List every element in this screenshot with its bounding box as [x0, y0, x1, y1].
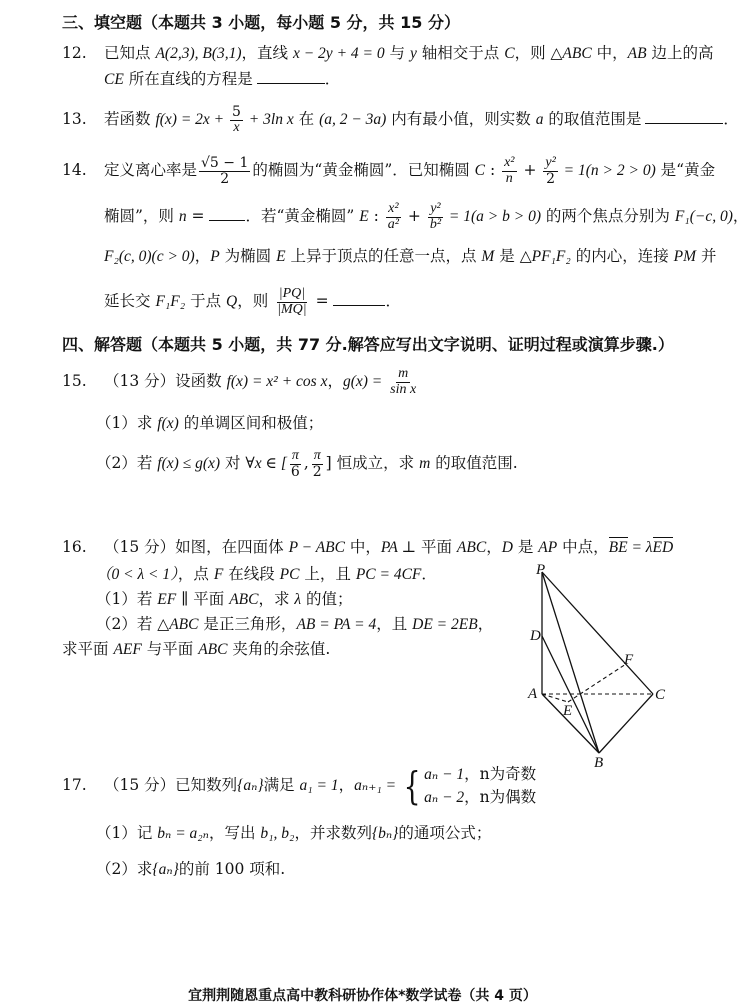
text: ]: [325, 454, 332, 472]
question-16-line-1: [62, 536, 673, 559]
text: 中，: [591, 44, 628, 62]
text: （1）若: [96, 590, 158, 608]
math: g(x) =: [342, 373, 387, 390]
text: ，: [194, 247, 211, 265]
text: 是: [512, 538, 539, 556]
label-c: C: [655, 687, 666, 703]
fraction-numerator: |PQ|: [278, 285, 306, 301]
question-15-part-1: [96, 412, 323, 435]
math: P: [210, 248, 220, 265]
label-f: F: [624, 652, 634, 668]
vector-be: BE: [609, 537, 628, 559]
math: = 1(n > 2 > 0): [559, 162, 656, 179]
vector-ed: ED: [653, 537, 674, 559]
math: E: [359, 208, 369, 225]
page-footer: 宜荆荆随恩重点高中教科研协作体*数学试卷（共 4 页）: [188, 988, 537, 1004]
text: 定义离心率是: [104, 161, 198, 179]
text: ，写出: [208, 824, 261, 842]
edge-cb: [599, 694, 653, 753]
math: PA ⊥: [380, 539, 417, 556]
question-12-line-1: [62, 42, 714, 65]
math: △PF₁F₂: [519, 248, 571, 265]
math: △ABC: [157, 616, 199, 633]
question-number: 12.: [62, 44, 87, 62]
text: 与平面: [141, 640, 199, 658]
text: ，: [338, 776, 355, 794]
question-13: 13. 若函数 f(x) = 2x + $\frac{5}{x}$ + 3ln x 在 (a, 2 − 3a) 内有最小值，则实数 a 的取值范围是 ．: [62, 103, 739, 135]
math: PC = 4CF: [355, 566, 422, 583]
math: λ: [294, 591, 302, 608]
text: 延长交: [104, 292, 156, 310]
math: ∀x ∈ [: [245, 455, 287, 472]
edge-pb: [542, 572, 599, 753]
text: ，且: [376, 615, 413, 633]
math: F₁F₂: [155, 293, 186, 310]
math: D: [501, 539, 513, 556]
text: 夹角的余弦值.: [227, 640, 331, 658]
question-17-part-1: [96, 822, 491, 845]
math: = λ: [627, 539, 653, 556]
text: ，则: [514, 44, 551, 62]
text: =: [310, 292, 334, 310]
text: 是: [494, 247, 520, 265]
question-14-line-2: [104, 198, 748, 235]
fraction-numerator: 5: [232, 103, 241, 120]
text: 中点，: [557, 538, 609, 556]
fraction: [230, 105, 243, 135]
text: 的前: [178, 860, 215, 878]
text: ，n为奇数: [464, 765, 537, 783]
text: （1）求: [96, 414, 158, 432]
fraction: [388, 367, 418, 397]
fraction-denominator: 6: [290, 463, 300, 480]
text: 为椭圆: [219, 247, 277, 265]
question-number: 13.: [62, 110, 87, 128]
math: f(x): [157, 415, 179, 432]
text: 边上的高: [646, 44, 714, 62]
math: = 1(a > b > 0): [445, 208, 541, 225]
math: ABC: [456, 539, 487, 556]
left-brace: {: [403, 764, 421, 808]
text: 于点: [185, 292, 227, 310]
text: 100: [214, 860, 245, 878]
fraction-denominator: |MQ|: [277, 301, 307, 317]
text: ，求: [258, 590, 295, 608]
answer-blank[interactable]: [645, 109, 723, 124]
fraction-numerator: y²: [430, 200, 441, 216]
math: M: [481, 248, 495, 265]
answer-blank[interactable]: [209, 206, 245, 221]
math: ABC: [229, 591, 259, 608]
math: (a, 2 − 3a): [319, 111, 387, 128]
label-d: D: [530, 628, 541, 644]
question-number: 14.: [62, 161, 87, 179]
text: 内有最小值，则实数: [386, 110, 536, 128]
question-12-line-2: CE 所在直线的方程是 ．: [104, 70, 341, 88]
text: 的两个焦点分别为: [540, 207, 675, 225]
question-17-part-2: [96, 858, 285, 881]
text: ，: [732, 207, 748, 225]
math: {bₙ}: [371, 825, 399, 842]
text: 的单调区间和极值；: [178, 414, 324, 432]
fraction: [289, 449, 302, 479]
math: AB = PA = 4: [296, 616, 377, 633]
text: 所在直线的方程是: [123, 70, 253, 88]
math: f(x) ≤ g(x): [157, 455, 221, 472]
text: +: [402, 207, 426, 225]
fraction: [386, 202, 401, 232]
answer-blank[interactable]: [333, 291, 385, 306]
math: F₁(−c, 0): [674, 208, 733, 225]
question-16-part-2: [96, 613, 493, 636]
fraction-denominator: n: [505, 170, 513, 186]
fraction-numerator: m: [398, 365, 409, 381]
text: ．若“黄金椭圆”: [245, 207, 360, 225]
math: {aₙ}: [152, 861, 179, 878]
question-number: 15.: [62, 372, 87, 390]
case-even: [424, 786, 536, 809]
text: （2）求: [96, 860, 153, 878]
fraction: [543, 156, 557, 186]
math: + 3ln x: [244, 111, 294, 128]
section-3-title: 三、填空题（本题共 3 小题，每小题 5 分，共 15 分）: [62, 13, 460, 32]
fraction-denominator: 2: [312, 463, 322, 480]
text: ∥ 平面: [176, 590, 230, 608]
fraction-numerator: y²: [545, 154, 556, 170]
tetrahedron-figure: [520, 560, 680, 775]
fraction-denominator: 2: [220, 170, 230, 187]
text: 的取值范围是: [543, 110, 642, 128]
text: :: [368, 207, 384, 225]
question-14-line-1: [62, 152, 715, 189]
text: 上异于顶点的任意一点，点: [285, 247, 482, 265]
text: 的通项公式；: [398, 824, 492, 842]
question-16-part-1: [96, 588, 353, 611]
math: P − ABC: [288, 539, 345, 556]
text: 若函数: [104, 110, 156, 128]
math: F₂(c, 0)(c > 0): [104, 248, 195, 265]
fraction-denominator: 2: [546, 170, 556, 187]
text: ，并求数列: [294, 824, 372, 842]
question-15: [62, 364, 420, 399]
math: n: [178, 208, 187, 225]
text: （13 分）设函数: [104, 372, 227, 390]
math: {aₙ}: [237, 777, 264, 794]
math: m: [419, 455, 431, 472]
text: 对: [220, 454, 246, 472]
text: =: [186, 207, 210, 225]
math: Q: [226, 293, 238, 310]
piecewise-cases: [424, 763, 536, 809]
question-16-line-2: [96, 563, 437, 586]
text: 在线段: [223, 565, 280, 583]
text: ，直线: [241, 44, 293, 62]
label-a: A: [528, 686, 538, 702]
fraction: [311, 449, 324, 479]
math: f(x) = x² + cos x: [226, 373, 328, 390]
text: 项和.: [244, 860, 286, 878]
text: 求平面: [62, 640, 114, 658]
math: （0 < λ < 1）: [96, 566, 178, 583]
text: ，n为偶数: [464, 788, 537, 806]
fraction: [428, 202, 443, 232]
text: 的值；: [301, 590, 353, 608]
fraction: [275, 287, 308, 317]
text: 在: [293, 110, 320, 128]
text: :: [485, 161, 501, 179]
label-e: E: [563, 703, 573, 719]
fraction: [199, 156, 250, 186]
math: aₙ − 1: [424, 766, 465, 783]
question-14-line-4: 延长交 F₁F₂ 于点 Q，则 $\frac{|PQ|}{|MQ|}$ = ．: [104, 285, 401, 317]
math: AEF: [113, 641, 142, 658]
text: （1）记: [96, 824, 158, 842]
text: 的内心，连接: [570, 247, 674, 265]
text: 已知点: [104, 44, 156, 62]
text: 是正三角形，: [198, 615, 297, 633]
text: （2）若: [96, 615, 158, 633]
math: PC: [279, 566, 300, 583]
math: f(x) = 2x +: [155, 111, 228, 128]
fraction-numerator: π: [291, 447, 299, 463]
math: △ABC: [550, 45, 592, 62]
math: AP: [538, 539, 558, 556]
text: ，: [477, 615, 494, 633]
math: E: [276, 248, 286, 265]
math: ABC: [198, 641, 228, 658]
question-number: 16.: [62, 538, 87, 556]
text: 满足: [263, 776, 300, 794]
text: 恒成立，求: [331, 454, 420, 472]
fraction-denominator: x: [233, 119, 240, 135]
text: ，: [327, 372, 343, 390]
text: 是“黄金: [655, 161, 716, 179]
text: 与: [384, 44, 410, 62]
math: a₁ = 1: [299, 777, 339, 794]
text: +: [518, 161, 542, 179]
label-b: B: [594, 755, 604, 771]
fraction-denominator: sin x: [390, 381, 417, 397]
math: y: [409, 45, 417, 62]
math: F: [213, 566, 224, 583]
math: EF: [157, 591, 177, 608]
answer-blank[interactable]: [257, 69, 325, 84]
fraction-numerator: x²: [388, 200, 399, 216]
question-17: [62, 760, 536, 811]
section-4-title: 四、解答题（本题共 5 小题，共 77 分.解答应写出文字说明、证明过程或演算步骤.）: [62, 335, 674, 354]
math: b₁, b₂: [260, 825, 295, 842]
text: ，则: [237, 292, 274, 310]
math: aₙ − 2: [424, 789, 465, 806]
fraction: [502, 156, 516, 186]
text: （15 分）如图，在四面体: [104, 538, 289, 556]
text: 轴相交于点: [416, 44, 505, 62]
text: ，: [486, 538, 502, 556]
math: PM: [673, 248, 697, 265]
text: ．: [421, 565, 437, 583]
question-16-part-2-cont: [62, 638, 330, 661]
label-p: P: [536, 562, 546, 578]
text: ，点: [177, 565, 214, 583]
text: ,: [303, 454, 309, 472]
fraction-numerator: π: [313, 447, 321, 463]
text: 椭圆”，则: [104, 207, 179, 225]
question-15-part-2: [96, 446, 518, 481]
case-odd: [424, 763, 536, 786]
text: 的取值范围.: [430, 454, 518, 472]
text: （15 分）已知数列: [104, 776, 238, 794]
math: bₙ = a₂ₙ: [157, 825, 209, 842]
question-number: 17.: [62, 776, 87, 794]
math: a: [535, 111, 544, 128]
edge-pc: [542, 572, 653, 694]
math: C: [504, 45, 515, 62]
fraction-numerator: √5 − 1: [201, 154, 249, 171]
fraction-denominator: a²: [387, 216, 399, 232]
math: CE: [104, 71, 124, 88]
math: A(2,3), B(3,1): [155, 45, 242, 62]
fraction-numerator: x²: [504, 154, 515, 170]
text: 并: [696, 247, 717, 265]
fraction-denominator: b²: [429, 216, 442, 232]
question-14-line-3: [104, 245, 716, 268]
math: x − 2y + 4 = 0: [292, 45, 385, 62]
text: 上，且: [299, 565, 356, 583]
math: AB: [627, 45, 647, 62]
math: C: [474, 162, 486, 179]
math: aₙ₊₁ =: [354, 777, 400, 794]
math: DE = 2EB: [412, 616, 478, 633]
text: 的椭圆为“黄金椭圆”．已知椭圆: [252, 161, 475, 179]
text: 平面: [416, 538, 457, 556]
text: （2）若: [96, 454, 158, 472]
text: 中，: [344, 538, 381, 556]
